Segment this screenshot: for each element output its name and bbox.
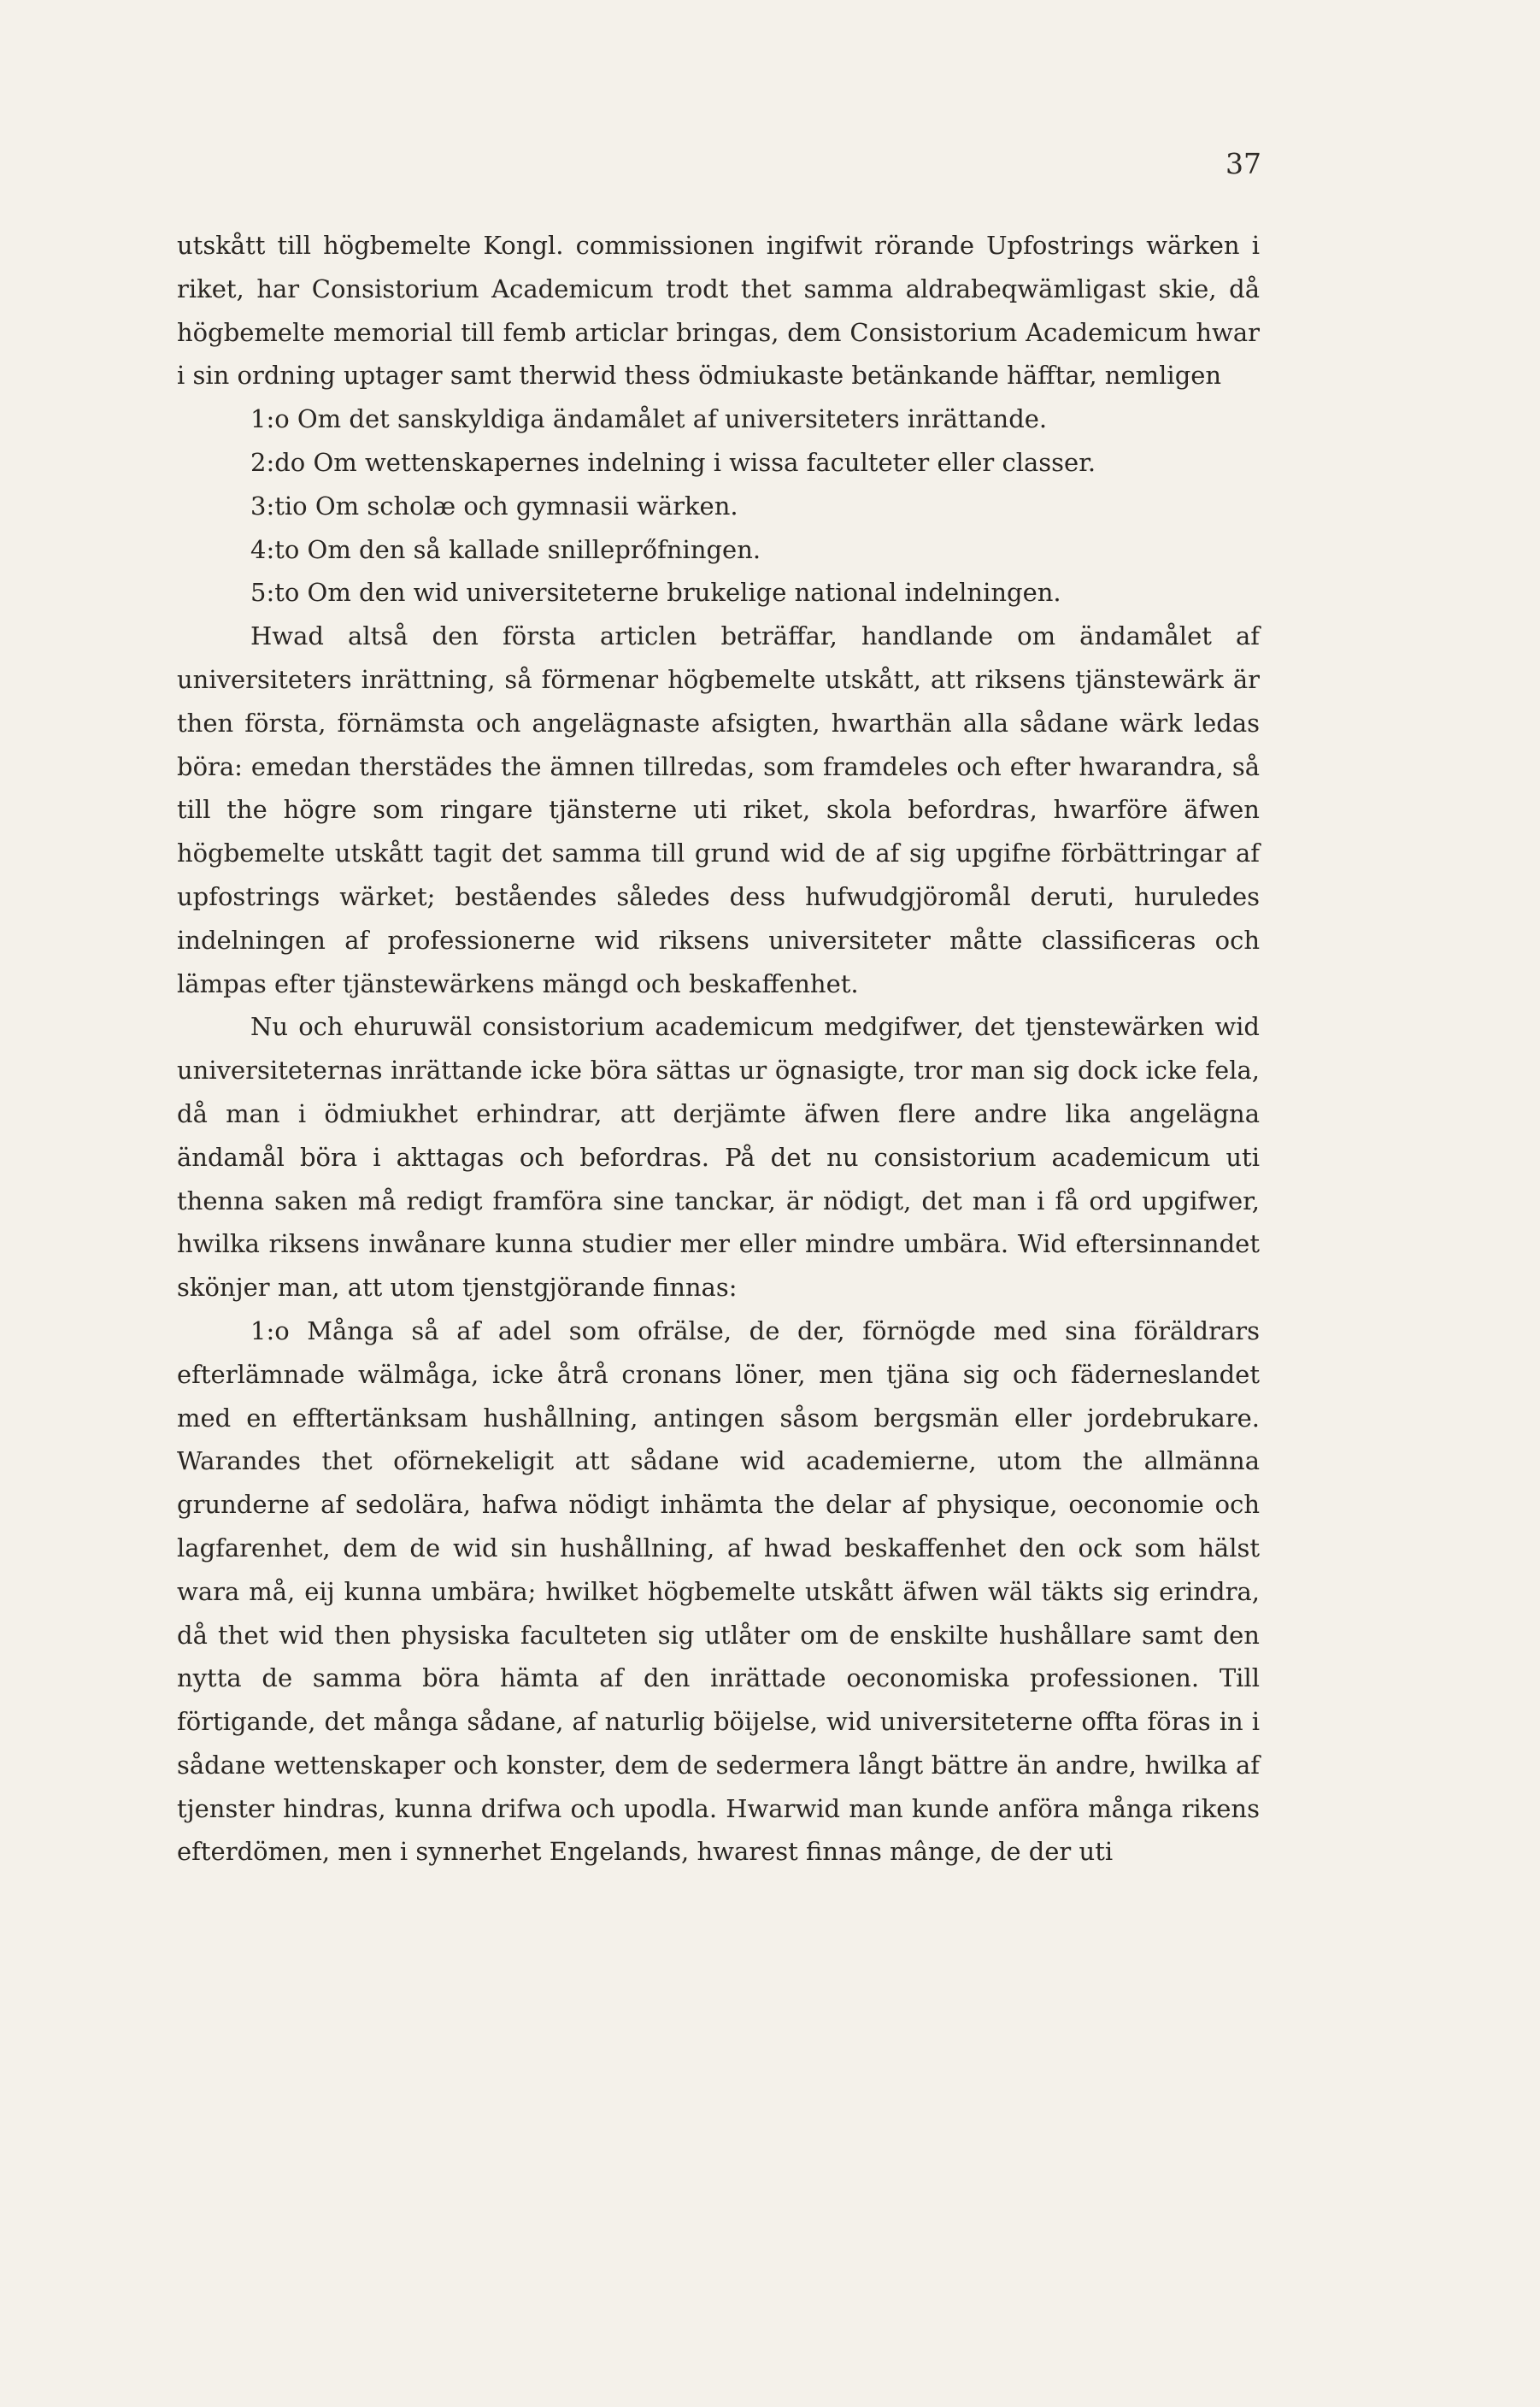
paragraph: Hwad altså den första articlen beträffar, handlande om ändamålet af universiteters inrättning, så förmenar högbemelte utskått, att riksens tjänstewärk är then första, förnämsta och angelägnaste afsigten, hwarthän alla sådane wärk ledas böra: emedan therstädes the ämnen tillredas, som framdeles och efter hwarandra, så till the högre som ringare tjänsterne uti riket, skola befordras, hwarföre äfwen högbemelte utskått tagit det samma till grund wid de af sig upgifne förbättringar af upfostrings wärket; beståendes således dess hufwudgjöromål deruti, huruledes indelningen af professionerne wid riksens universiteter måtte classificeras och lämpas efter tjänstewärkens mängd och beskaffenhet. xyxy=(177,621,1260,998)
body-text xyxy=(177,224,1260,1874)
list-item: 5:to Om den wid universiteterne brukelige national indelningen. xyxy=(250,578,1061,608)
list-item: 1:o Om det sanskyldiga ändamålet af universiteters inrättande. xyxy=(250,404,1048,434)
paragraph: Nu och ehuruwäl consistorium academicum medgifwer, det tjenstewärken wid universiteternas inrättande icke böra sättas ur ögnasigte, tror man sig dock icke fela, då man i ödmiukhet erhindrar, att derjämte äfwen flere andre lika angelägna ändamål böra i akttagas och befordras. På det nu consistorium academicum uti thenna saken må redigt framföra sine tanckar, är nödigt, det man i få ord upgifwer, hwilka riksens inwånare kunna studier mer eller mindre umbära. Wid eftersinnandet skönjer man, att utom tjenstgjörande finnas: xyxy=(177,1012,1260,1303)
list-item: 4:to Om den så kallade snilleprőfningen. xyxy=(250,534,761,564)
list-item: 3:tio Om scholæ och gymnasii wärken. xyxy=(250,491,738,521)
list-item: 2:do Om wettenskapernes indelning i wissa faculteter eller classer. xyxy=(250,447,1096,477)
paragraph: utskått till högbemelte Kongl. commissionen ingifwit rörande Upfostrings wärken i riket, har Consistorium Academicum trodt thet samma aldrabeqwämligast skie, då högbemelte memorial till femb articlar bringas, dem Consistorium Academicum hwar i sin ordning uptager samt therwid thess ödmiukaste betänkande häfftar, nemligen xyxy=(177,231,1260,391)
page-number: 37 xyxy=(1226,147,1261,180)
paragraph: 1:o Många så af adel som ofrälse, de der, förnögde med sina föräldrars efterlämnade wälmåga, icke åtrå cronans löner, men tjäna sig och fäderneslandet med en efftertänksam hushållning, antingen såsom bergsmän eller jordebrukare. Warandes thet oförnekeligit att sådane wid academierne, utom the allmänna grunderne af sedolära, hafwa nödigt inhämta the delar af physique, oeconomie och lagfarenhet, dem de wid sin hushållning, af hwad beskaffenhet den ock som hälst wara må, eij kunna umbära; hwilket högbemelte utskått äfwen wäl täkts sig erindra, då thet wid then physiska faculteten sig utlåter om de enskilte hushållare samt den nytta de samma böra hämta af den inrättade oeconomiska professionen. Till förtigande, det många sådane, af naturlig böijelse, wid universiteterne offta föras in i sådane wettenskaper och konster, dem de sedermera långt bättre än andre, hwilka af tjenster hindras, kunna drifwa och upodla. Hwarwid man kunde anföra många rikens efterdömen, men i synnerhet Engelands, hwarest finnas mânge, de der uti xyxy=(177,1315,1260,1867)
